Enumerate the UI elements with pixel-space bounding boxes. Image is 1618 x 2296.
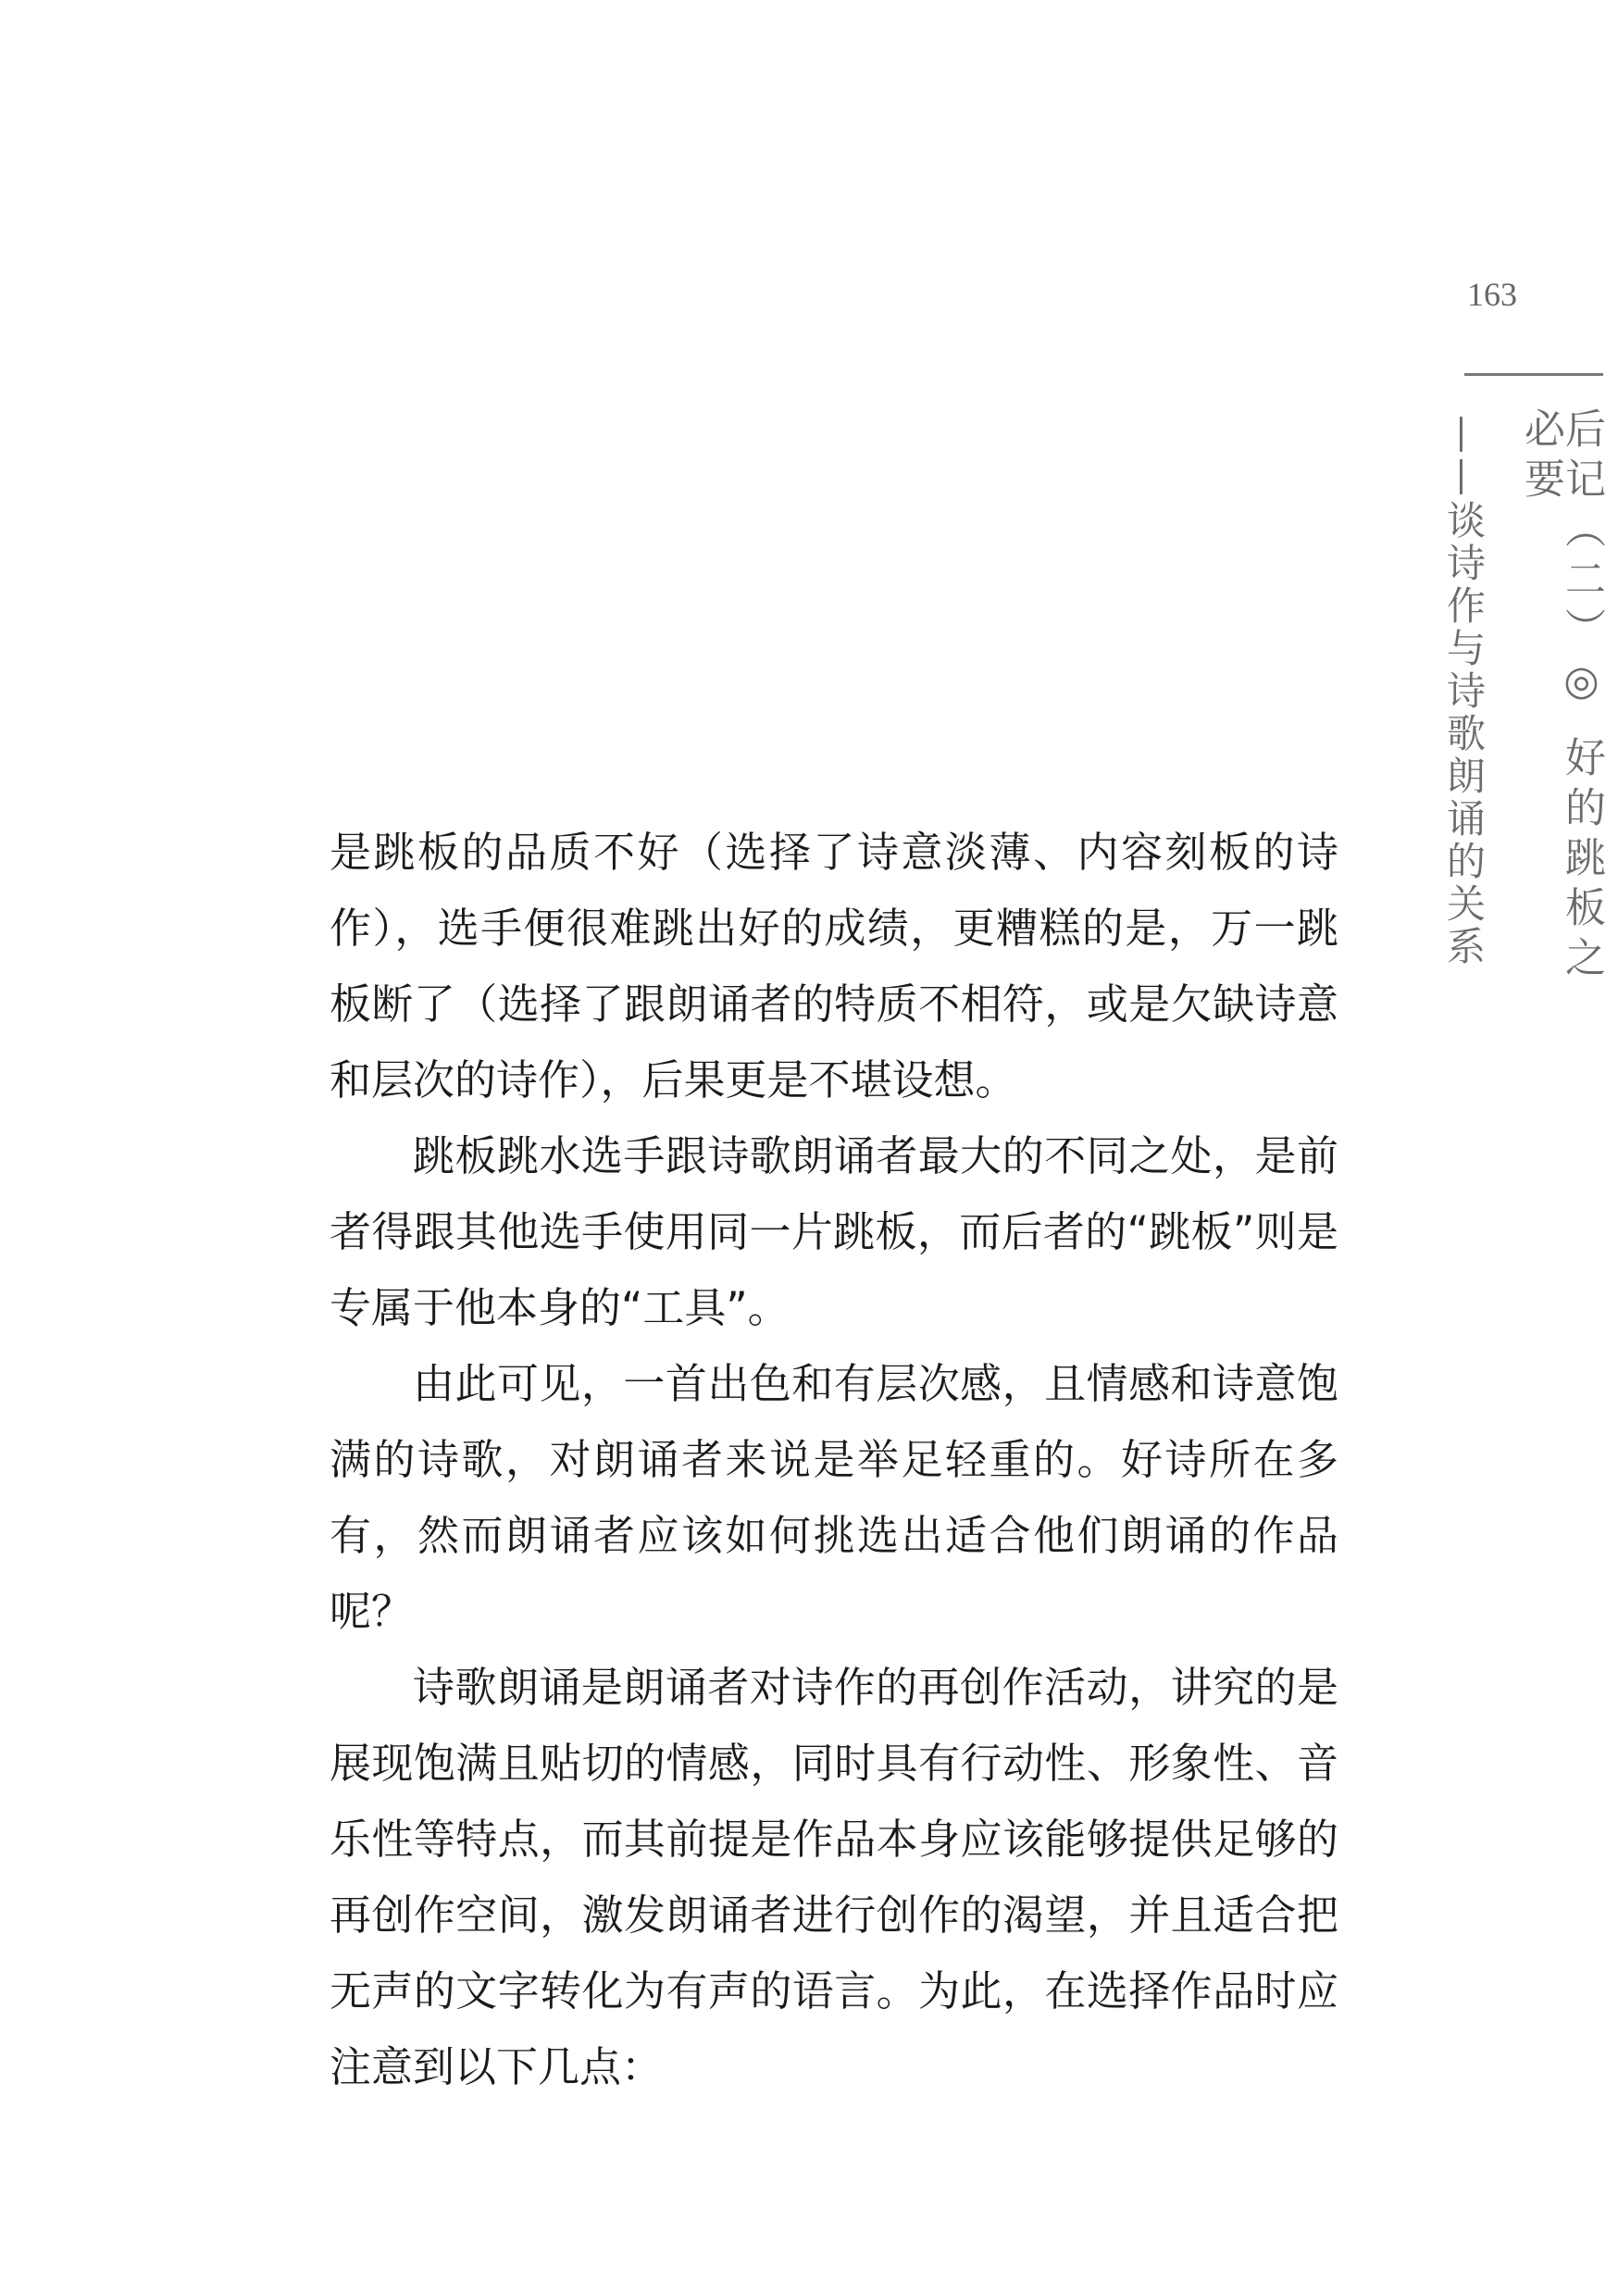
running-head-subtitle: ——谈诗作与诗歌朗诵的关系 xyxy=(1441,415,1487,968)
paragraph-3: 由此可见，一首出色和有层次感，且情感和诗意饱满的诗歌，对朗诵者来说是举足轻重的。好诗所在多有，然而朗诵者应该如何挑选出适合他们朗诵的作品呢？ xyxy=(330,1359,1338,1636)
header-divider xyxy=(1464,373,1603,376)
running-head-title: 后记（二）◎ 好的跳板之必要 xyxy=(1517,407,1605,986)
paragraph-1: 是跳板的品质不好（选择了诗意淡薄、内容刻板的诗作），选手便很难跳出好的成绩，更糟糕的是，万一跳板断了（选择了跟朗诵者的特质不相符，或是欠缺诗意和层次的诗作），后果更是不堪设想。 xyxy=(330,828,1338,1104)
paragraph-4: 诗歌朗诵是朗诵者对诗作的再创作活动，讲究的是展现饱满且贴切的情感，同时具有行动性、形象性、音乐性等特点，而其前提是作品本身应该能够提供足够的再创作空间，激发朗诵者进行创作的渴望，并且适合把无声的文字转化为有声的语言。为此，在选择作品时应注意到以下几点： xyxy=(330,1663,1338,2091)
paragraph-2: 跳板跳水选手跟诗歌朗诵者最大的不同之处，是前者得跟其他选手使用同一片跳板，而后者的“跳板”则是专属于他本身的“工具”。 xyxy=(330,1131,1338,1332)
body-text xyxy=(330,815,1338,2105)
page-number: 163 xyxy=(1467,276,1517,313)
